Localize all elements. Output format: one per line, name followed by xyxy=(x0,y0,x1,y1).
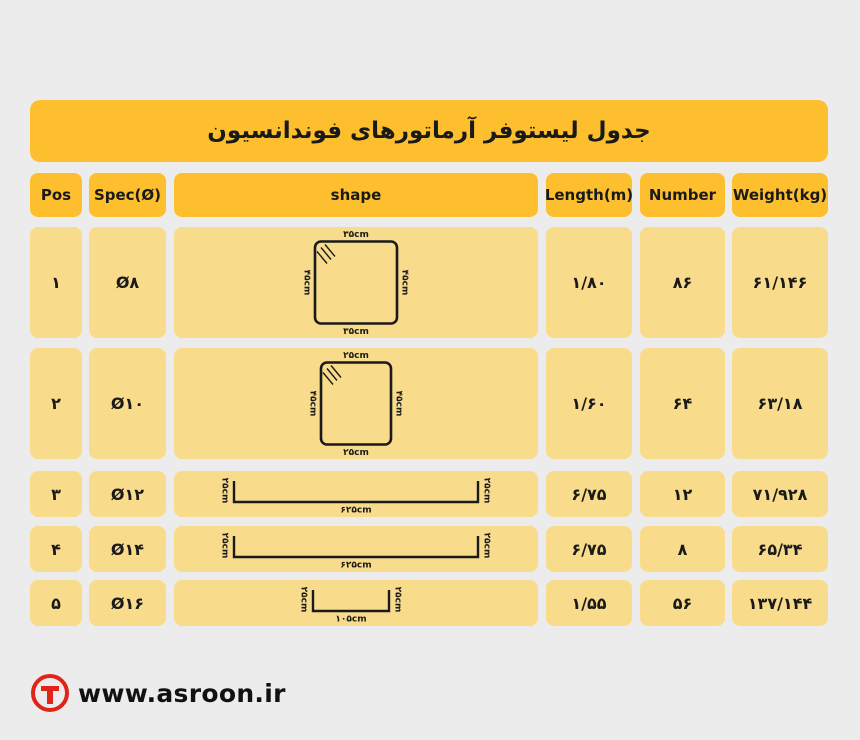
dimension-top: ۲۵cm xyxy=(343,351,369,361)
number-cell: ۱۲ xyxy=(640,471,725,517)
number-cell: ۸ xyxy=(640,526,725,572)
header-length: Length(m) xyxy=(546,173,632,217)
length-cell: ۱/۵۵ xyxy=(546,580,632,626)
pos-cell: ۳ xyxy=(30,471,82,517)
spec-cell: Ø۱۴ xyxy=(89,526,166,572)
stirrup-hook xyxy=(323,366,341,385)
spec-cell: Ø۱۰ xyxy=(89,348,166,459)
dimension-left: ۴۵cm xyxy=(301,269,312,296)
pos-cell: ۴ xyxy=(30,526,82,572)
weight-cell: ۶۳/۱۸ xyxy=(732,348,828,459)
u-bar-shape xyxy=(174,580,538,626)
dimension-right: ۴۵cm xyxy=(399,269,410,296)
asroon-logo-icon xyxy=(30,673,70,713)
length-cell: ۱/۸۰ xyxy=(546,227,632,338)
shape-cell xyxy=(174,580,538,626)
shape-cell xyxy=(174,526,538,572)
pos-cell: ۱ xyxy=(30,227,82,338)
weight-cell: ۷۱/۹۲۸ xyxy=(732,471,828,517)
dimension-right: ۴۵cm xyxy=(393,390,404,417)
weight-cell: ۶۱/۱۴۶ xyxy=(732,227,828,338)
header-number: Number xyxy=(640,173,725,217)
dimension-left: ۲۵cm xyxy=(219,477,230,504)
weight-cell: ۶۵/۳۴ xyxy=(732,526,828,572)
shape-cell xyxy=(174,471,538,517)
pos-cell: ۵ xyxy=(30,580,82,626)
header-weight: Weight(kg) xyxy=(732,173,828,217)
dimension-left: ۲۵cm xyxy=(298,586,309,613)
dimension-bottom: ۳۵cm xyxy=(343,327,369,337)
header-shape: shape xyxy=(174,173,538,217)
table-title: جدول لیستوفر آرماتورهای فوندانسیون xyxy=(30,100,828,162)
number-cell: ۵۶ xyxy=(640,580,725,626)
dimension-right: ۲۵cm xyxy=(481,477,492,504)
dimension-left: ۴۵cm xyxy=(307,390,318,417)
length-cell: ۶/۷۵ xyxy=(546,471,632,517)
header-spec: Spec(Ø) xyxy=(89,173,166,217)
spec-cell: Ø۸ xyxy=(89,227,166,338)
stirrup-shape xyxy=(174,348,538,459)
length-cell: ۱/۶۰ xyxy=(546,348,632,459)
dimension-bottom: ۶۲۵cm xyxy=(340,560,372,571)
u-bar-shape xyxy=(174,526,538,572)
dimension-right: ۲۵cm xyxy=(392,586,403,613)
u-bar-outline xyxy=(313,590,389,611)
dimension-bottom: ۲۵cm xyxy=(343,448,369,458)
number-cell: ۸۶ xyxy=(640,227,725,338)
u-bar-outline xyxy=(234,481,478,502)
spec-cell: Ø۱۶ xyxy=(89,580,166,626)
dimension-left: ۲۵cm xyxy=(219,532,230,559)
dimension-bottom: ۶۲۵cm xyxy=(340,505,372,516)
stirrup-shape xyxy=(174,227,538,338)
u-bar-outline xyxy=(234,536,478,557)
u-bar-shape xyxy=(174,471,538,517)
weight-cell: ۱۳۷/۱۴۴ xyxy=(732,580,828,626)
header-pos: Pos xyxy=(30,173,82,217)
website-url[interactable]: www.asroon.ir xyxy=(78,678,286,708)
dimension-bottom: ۱۰۵cm xyxy=(335,614,367,625)
pos-cell: ۲ xyxy=(30,348,82,459)
number-cell: ۶۴ xyxy=(640,348,725,459)
shape-cell xyxy=(174,227,538,338)
stirrup-outline xyxy=(315,242,397,324)
shape-cell xyxy=(174,348,538,459)
footer xyxy=(30,672,286,714)
dimension-top: ۳۵cm xyxy=(343,230,369,240)
length-cell: ۶/۷۵ xyxy=(546,526,632,572)
dimension-right: ۲۵cm xyxy=(481,532,492,559)
spec-cell: Ø۱۲ xyxy=(89,471,166,517)
stirrup-hook xyxy=(317,245,335,264)
